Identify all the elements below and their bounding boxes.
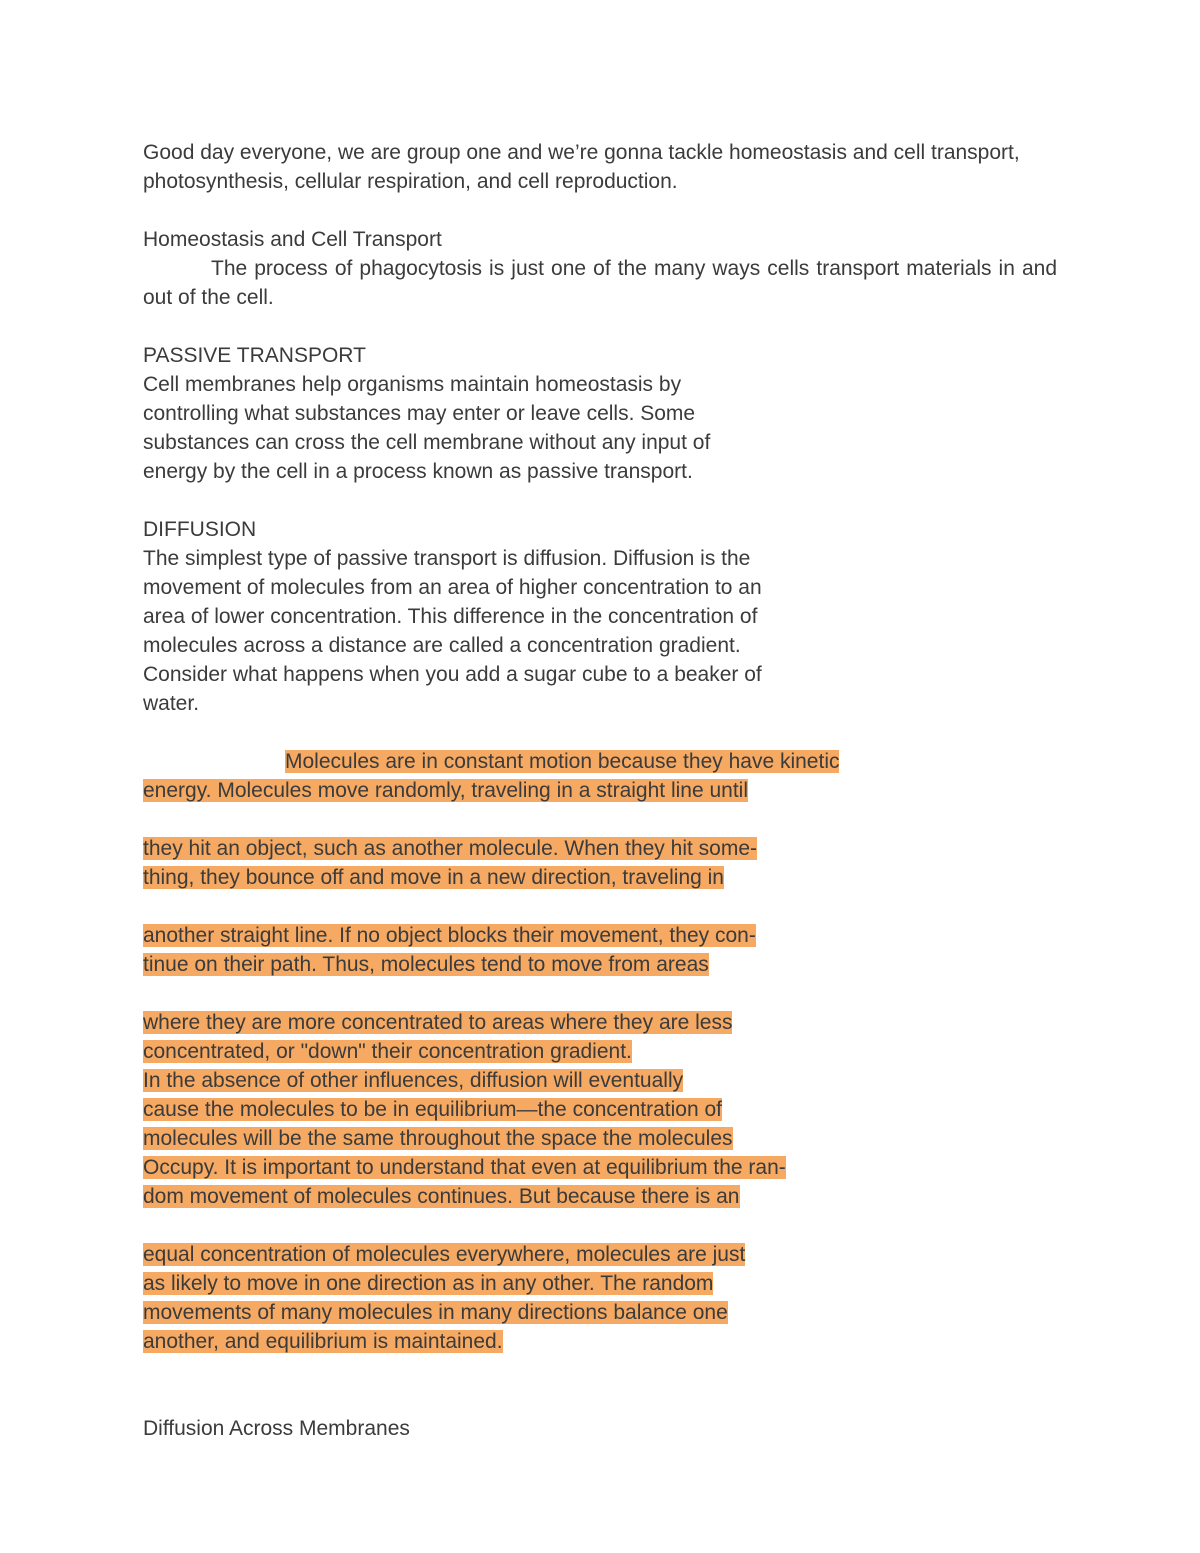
text-line bbox=[143, 370, 1057, 399]
text-line bbox=[143, 1153, 1057, 1182]
highlighted-text: tinue on their path. Thus, molecules tend to move from areas bbox=[143, 953, 709, 976]
highlighted-text: equal concentration of molecules everywhere, molecules are just bbox=[143, 1243, 746, 1266]
plain-text: DIFFUSION bbox=[143, 518, 257, 541]
text-line bbox=[143, 1066, 1057, 1095]
highlighted-text: concentrated, or "down" their concentration gradient. bbox=[143, 1040, 632, 1063]
highlighted-text: cause the molecules to be in equilibrium—the concentration of bbox=[143, 1098, 722, 1121]
highlighted-group-2 bbox=[143, 834, 1057, 892]
text-line bbox=[143, 1327, 1057, 1356]
text-line bbox=[143, 1037, 1057, 1066]
highlighted-text: dom movement of molecules continues. But because there is an bbox=[143, 1185, 740, 1208]
passive-transport-section bbox=[143, 341, 1057, 486]
highlighted-text: energy. Molecules move randomly, traveling in a straight line until bbox=[143, 779, 749, 802]
highlighted-text: thing, they bounce off and move in a new direction, traveling in bbox=[143, 866, 724, 889]
section-heading bbox=[143, 515, 1057, 544]
text-line bbox=[143, 921, 1057, 950]
plain-text: The process of phagocytosis is just one of the many ways cells transport materials in and out of the cell. bbox=[143, 257, 1057, 309]
plain-text: Consider what happens when you add a sugar cube to a beaker of bbox=[143, 663, 762, 686]
highlighted-text: Molecules are in constant motion because they have kinetic bbox=[285, 750, 840, 773]
plain-text: substances can cross the cell membrane without any input of bbox=[143, 431, 711, 454]
text-line bbox=[143, 660, 1057, 689]
text-line bbox=[143, 950, 1057, 979]
text-line bbox=[143, 254, 1057, 312]
text-line bbox=[143, 631, 1057, 660]
text-line bbox=[143, 776, 1057, 805]
section-heading bbox=[143, 1414, 1057, 1443]
text-line bbox=[143, 1240, 1057, 1269]
text-line bbox=[143, 1182, 1057, 1211]
highlighted-text: movements of many molecules in many directions balance one bbox=[143, 1301, 728, 1324]
text-line bbox=[143, 399, 1057, 428]
plain-text: Homeostasis and Cell Transport bbox=[143, 228, 442, 251]
highlighted-text: where they are more concentrated to areas where they are less bbox=[143, 1011, 733, 1034]
highlighted-text: another, and equilibrium is maintained. bbox=[143, 1330, 503, 1353]
plain-text: controlling what substances may enter or leave cells. Some bbox=[143, 402, 696, 425]
plain-text: PASSIVE TRANSPORT bbox=[143, 344, 366, 367]
text-line bbox=[143, 167, 1057, 196]
highlighted-text: molecules will be the same throughout the space the molecules bbox=[143, 1127, 733, 1150]
homeostasis-section bbox=[143, 225, 1057, 312]
text-line bbox=[143, 863, 1057, 892]
text-line bbox=[143, 602, 1057, 631]
text-line bbox=[143, 544, 1057, 573]
plain-text: Good day everyone, we are group one and we’re gonna tackle homeostasis and cell transport, bbox=[143, 141, 1020, 164]
section-heading bbox=[143, 341, 1057, 370]
highlighted-text: another straight line. If no object blocks their movement, they con- bbox=[143, 924, 756, 947]
highlighted-text: Occupy. It is important to understand that even at equilibrium the ran- bbox=[143, 1156, 786, 1179]
text-line bbox=[143, 1095, 1057, 1124]
highlighted-group-3 bbox=[143, 921, 1057, 979]
plain-text: molecules across a distance are called a concentration gradient. bbox=[143, 634, 741, 657]
highlighted-group-1 bbox=[143, 747, 1057, 805]
diffusion-across-membranes-heading bbox=[143, 1414, 1057, 1443]
plain-text: Cell membranes help organisms maintain homeostasis by bbox=[143, 373, 682, 396]
highlighted-group-5 bbox=[143, 1240, 1057, 1356]
text-line bbox=[143, 457, 1057, 486]
diffusion-section bbox=[143, 515, 1057, 718]
text-line bbox=[143, 1269, 1057, 1298]
highlighted-group-4 bbox=[143, 1008, 1057, 1211]
plain-text: Diffusion Across Membranes bbox=[143, 1417, 410, 1440]
plain-text: The simplest type of passive transport is diffusion. Diffusion is the bbox=[143, 547, 751, 570]
intro-paragraph bbox=[143, 138, 1057, 196]
text-line bbox=[143, 573, 1057, 602]
plain-text: photosynthesis, cellular respiration, and cell reproduction. bbox=[143, 170, 678, 193]
text-line bbox=[143, 689, 1057, 718]
plain-text: area of lower concentration. This difference in the concentration of bbox=[143, 605, 758, 628]
text-line bbox=[143, 834, 1057, 863]
text-line bbox=[143, 428, 1057, 457]
text-line bbox=[143, 747, 1057, 776]
highlighted-text: they hit an object, such as another molecule. When they hit some- bbox=[143, 837, 757, 860]
highlighted-text: as likely to move in one direction as in any other. The random bbox=[143, 1272, 714, 1295]
text-line bbox=[143, 138, 1057, 167]
plain-text: energy by the cell in a process known as passive transport. bbox=[143, 460, 693, 483]
text-line bbox=[143, 1008, 1057, 1037]
plain-text: water. bbox=[143, 692, 200, 715]
highlighted-text: In the absence of other influences, diffusion will eventually bbox=[143, 1069, 684, 1092]
text-line bbox=[143, 1124, 1057, 1153]
section-heading bbox=[143, 225, 1057, 254]
text-line bbox=[143, 1298, 1057, 1327]
plain-text: movement of molecules from an area of higher concentration to an bbox=[143, 576, 762, 599]
